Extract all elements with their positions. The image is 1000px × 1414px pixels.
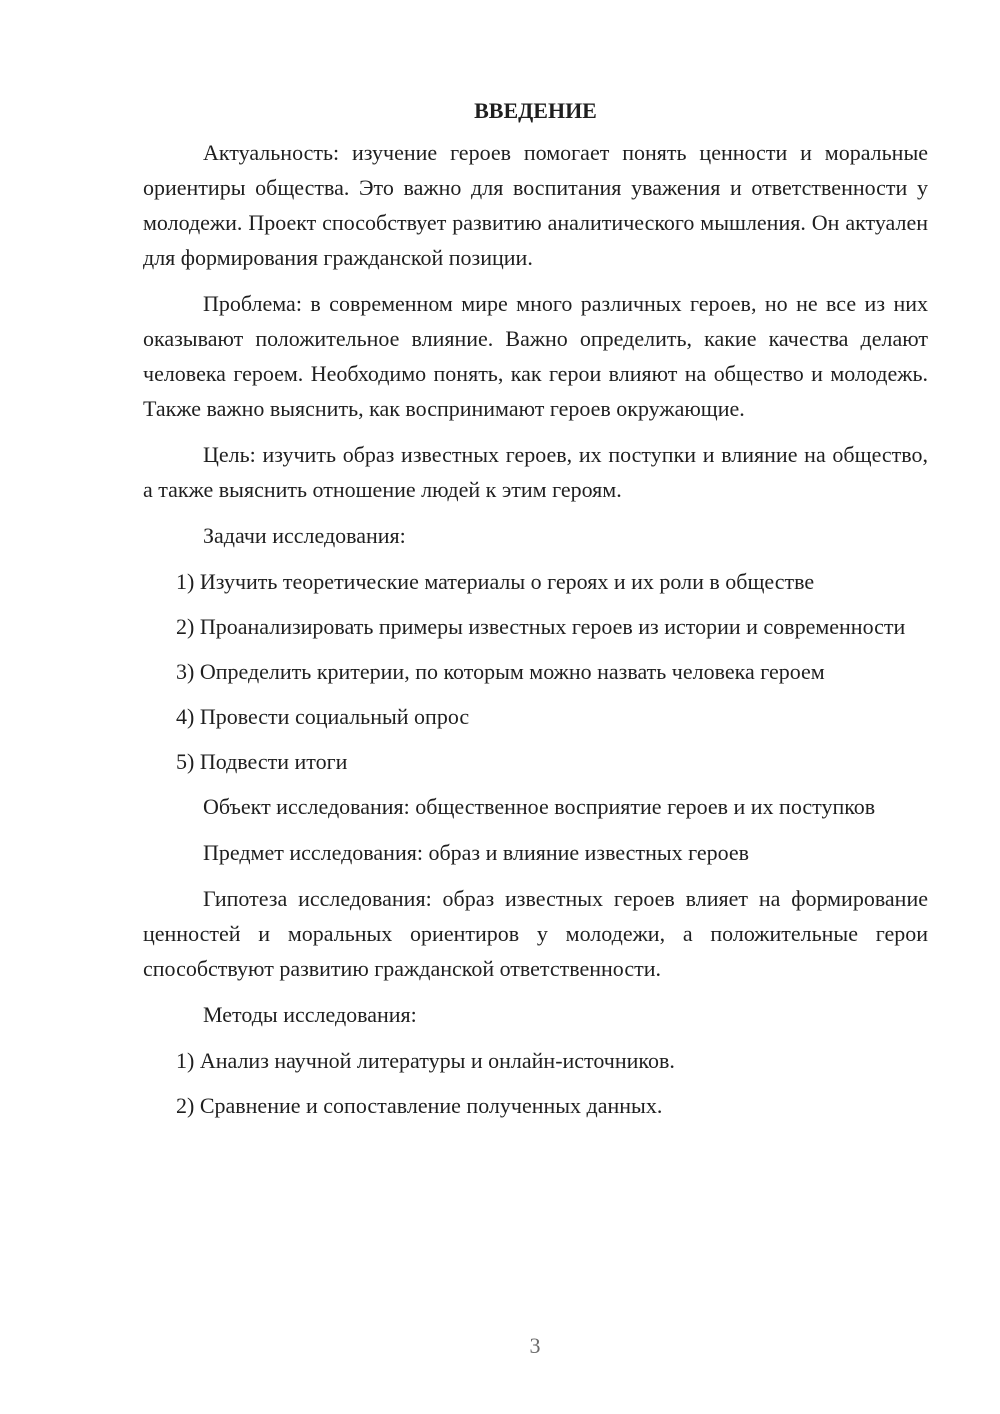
paragraph-subject: Предмет исследования: образ и влияние известных героев [203, 840, 750, 865]
document-body [143, 96, 928, 1134]
task-item-2: 2) Проанализировать примеры известных героев из истории и современности [176, 614, 906, 639]
page-number: 3 [529, 1333, 541, 1358]
paragraph-hypothesis: Гипотеза исследования: образ известных героев влияет на формирование ценностей и моральных ориентиров у молодежи, а положительные герои способствуют развитию гражданской ответственности. [143, 886, 928, 981]
methods-heading: Методы исследования: [203, 1002, 417, 1027]
paragraph-relevance: Актуальность: изучение героев помогает понять ценности и моральные ориентиры общества. Это важно для воспитания уважения и ответственности у молодежи. Проект способствует развитию аналитического мышления. Он актуален для формирования гражданской позиции. [143, 140, 928, 270]
method-item-2: 2) Сравнение и сопоставление полученных данных. [176, 1093, 663, 1118]
paragraph-problem: Проблема: в современном мире много различных героев, но не все из них оказывают положительное влияние. Важно определить, какие качества делают человека героем. Необходимо понять, как герои влияют на общество и молодежь. Также важно выяснить, как воспринимают героев окружающие. [143, 291, 928, 421]
task-item-1: 1) Изучить теоретические материалы о героях и их роли в обществе [176, 569, 815, 594]
task-item-5: 5) Подвести итоги [176, 749, 348, 774]
paragraph-goal: Цель: изучить образ известных героев, их поступки и влияние на общество, а также выяснить отношение людей к этим героям. [143, 442, 928, 502]
paragraph-object: Объект исследования: общественное восприятие героев и их поступков [203, 794, 876, 819]
method-item-1: 1) Анализ научной литературы и онлайн-источников. [176, 1048, 675, 1073]
tasks-heading: Задачи исследования: [203, 523, 406, 548]
task-item-3: 3) Определить критерии, по которым можно назвать человека героем [176, 659, 825, 684]
section-title: ВВЕДЕНИЕ [474, 98, 597, 123]
task-item-4: 4) Провести социальный опрос [176, 704, 470, 729]
